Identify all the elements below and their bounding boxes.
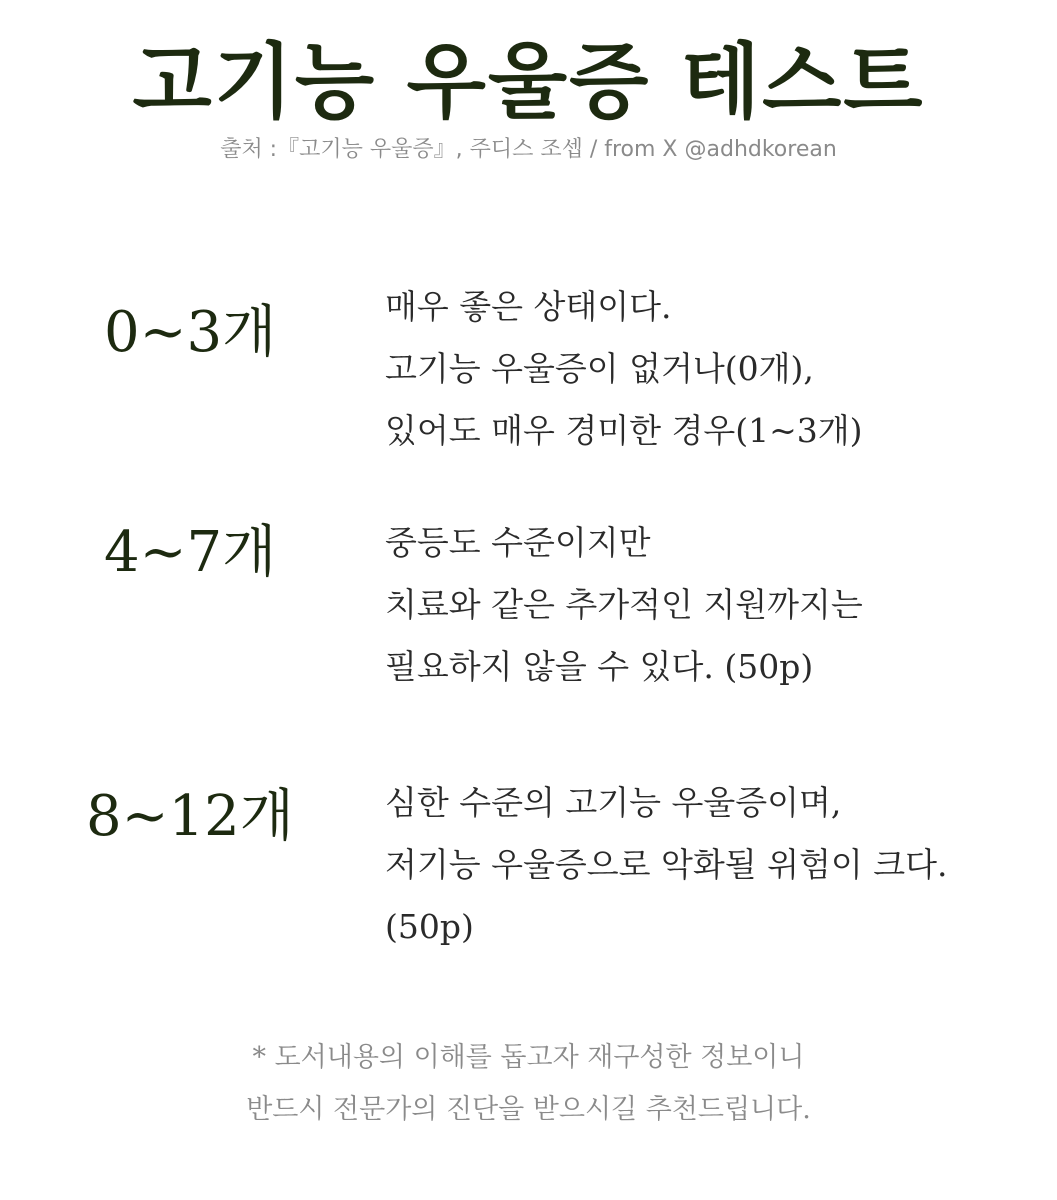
- range-description-8-12: [385, 772, 948, 958]
- range-description-0-3: [385, 276, 863, 462]
- description-line: (50p): [385, 907, 474, 946]
- description-line: 저기능 우울증으로 악화될 위험이 크다.: [385, 845, 948, 884]
- disclaimer-line: * 도서내용의 이해를 돕고자 재구성한 정보이니: [252, 1042, 805, 1073]
- disclaimer-note: [0, 1032, 1057, 1136]
- description-line: 치료와 같은 추가적인 지원까지는: [385, 585, 863, 624]
- range-description-4-7: [385, 512, 863, 698]
- description-line: 필요하지 않을 수 있다. (50p): [385, 647, 814, 686]
- description-line: 중등도 수준이지만: [385, 523, 651, 562]
- description-line: 있어도 매우 경미한 경우(1~3개): [385, 411, 863, 450]
- description-line: 매우 좋은 상태이다.: [385, 287, 672, 326]
- range-label-4-7: 4~7개: [104, 520, 277, 585]
- description-line: 고기능 우울증이 없거나(0개),: [385, 349, 814, 388]
- range-label-0-3: 0~3개: [104, 300, 277, 365]
- range-label-8-12: 8~12개: [86, 784, 294, 849]
- description-line: 심한 수준의 고기능 우울증이며,: [385, 783, 842, 822]
- page-title: 고기능 우울증 테스트: [132, 35, 925, 130]
- source-credit: 출처 :『고기능 우울증』, 주디스 조셉 / from X @adhdkorean: [220, 137, 837, 162]
- disclaimer-line: 반드시 전문가의 진단을 받으시길 추천드립니다.: [246, 1094, 811, 1125]
